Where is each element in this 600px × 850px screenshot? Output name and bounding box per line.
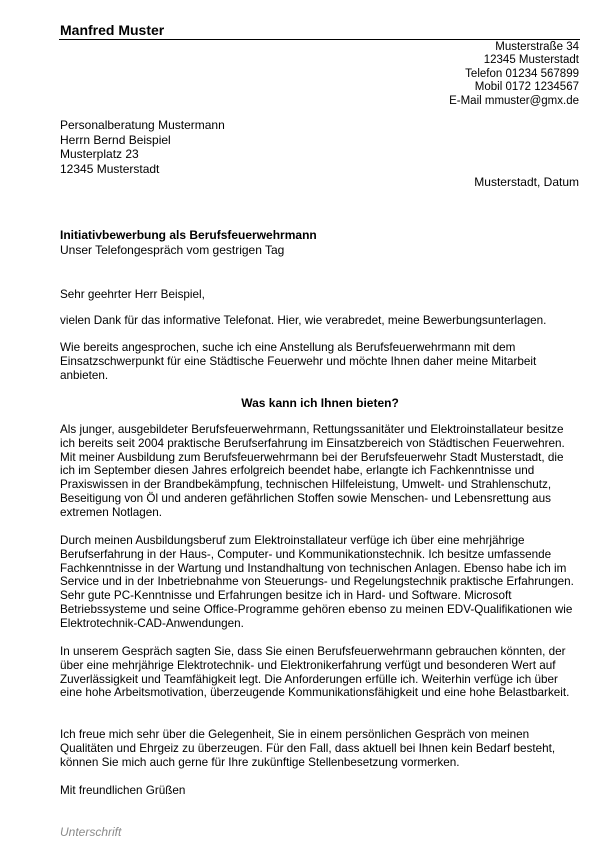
paragraph-closing: Ich freue mich sehr über die Gelegenheit, Sie in einem persönlichen Gespräch von meinen Qualitäten und Ehrgeiz zu überzeugen. Für den Fall, dass aktuell bei Ihnen kein Bedarf besteht, können Sie mich auch gerne für Ihre zukünftige Stellenbesetzung vormerken.: [60, 728, 556, 769]
sender-phone: Telefon 01234 567899: [465, 67, 579, 80]
sender-address-block: [449, 41, 579, 108]
paragraph-skills: Durch meinen Ausbildungsberuf zum Elektroinstallateur verfüge ich über eine mehrjährige Berufserfahrung in der Haus-, Computer- und Kommunikationstechnik. Ich besitze umfassende Fachkenntnisse in der Wartung und Instandhaltung von technischen Anlagen. Ebenso habe ich im Service und in der Inbetriebnahme von Steuerungs- und Regelungstechnik praktische Erfahrungen. Sehr gute PC-Kenntnisse und Erfahrungen besitze ich in Hard- und Software. Microsoft Betriebssysteme und seine Office-Programme gehören ebenso zu meinen EDV-Qualifikationen wie Elektrotechnik-CAD-Anwendungen.: [60, 534, 574, 630]
salutation: Sehr geehrter Herr Beispiel,: [60, 288, 205, 301]
sender-name: Manfred Muster: [60, 22, 165, 38]
sender-city: 12345 Musterstadt: [483, 54, 579, 67]
paragraph-experience: Als junger, ausgebildeter Berufsfeuerwehrmann, Rettungssanitäter und Elektroinstallateur besitze ich bereits seit 2004 praktische Berufserfahrung im Einsatzbereich von Städtischen Feuerwehren. Mit meiner Ausbildung zum Berufsfeuerwehrmann bei der Berufsfeuerwehr Stadt Musterstadt, die ich im September diesen Jahres erfolgreich beendet habe, erlangte ich Fachkenntnisse und Praxiswissen in der Brandbekämpfung, technischen Hilfeleistung, Umwelt- und Strahlenschutz, Beseitigung von Öl und anderen gefährlichen Stoffen sowie Menschen- und Lebensrettung aus extremen Notlagen.: [60, 423, 565, 519]
recipient-person: Herrn Bernd Beispiel: [60, 132, 171, 147]
recipient-city: 12345 Musterstadt: [60, 161, 160, 176]
subject-title: Initiativbewerbung als Berufsfeuerwehrmann: [60, 228, 317, 242]
paragraph-requirements: In unserem Gespräch sagten Sie, dass Sie einen Berufsfeuerwehrmann gebrauchen könnten, der über eine mehrjährige Elektrotechnik- und Elektronikerfahrung verfügt und besonderen Wert auf Zuverlässigkeit und Teamfähigkeit legt. Die Anforderungen erfülle ich. Weiterhin verfüge ich über eine hohe Arbeitsmotivation, überzeugende Kommunikationsfähigkeit und eine hohe Belastbarkeit.: [60, 645, 570, 700]
sender-mobile: Mobil 0172 1234567: [474, 81, 579, 94]
closing-greeting: Mit freundlichen Grüßen: [60, 784, 186, 797]
subject-block: [60, 228, 317, 257]
subject-reference: Unser Telefongespräch vom gestrigen Tag: [60, 242, 285, 257]
paragraph-request: Wie bereits angesprochen, suche ich eine Anstellung als Berufsfeuerwehrmann mit dem Einsatzschwerpunkt für eine Städtische Feuerwehr und möchte Ihnen daher meine Mitarbeit anbieten.: [60, 341, 537, 382]
recipient-company: Personalberatung Mustermann: [60, 118, 225, 132]
recipient-street: Musterplatz 23: [60, 147, 139, 162]
section-heading: Was kann ich Ihnen bieten?: [241, 396, 399, 410]
signature-placeholder: Unterschrift: [60, 825, 122, 839]
header-divider: [59, 39, 580, 40]
paragraph-intro: vielen Dank für das informative Telefonat. Hier, wie verabredet, meine Bewerbungsunterlagen.: [60, 314, 547, 327]
place-date: Musterstadt, Datum: [474, 175, 579, 189]
recipient-address-block: [60, 118, 225, 176]
sender-street: Musterstraße 34: [495, 41, 579, 53]
sender-email: E-Mail mmuster@gmx.de: [449, 94, 579, 107]
